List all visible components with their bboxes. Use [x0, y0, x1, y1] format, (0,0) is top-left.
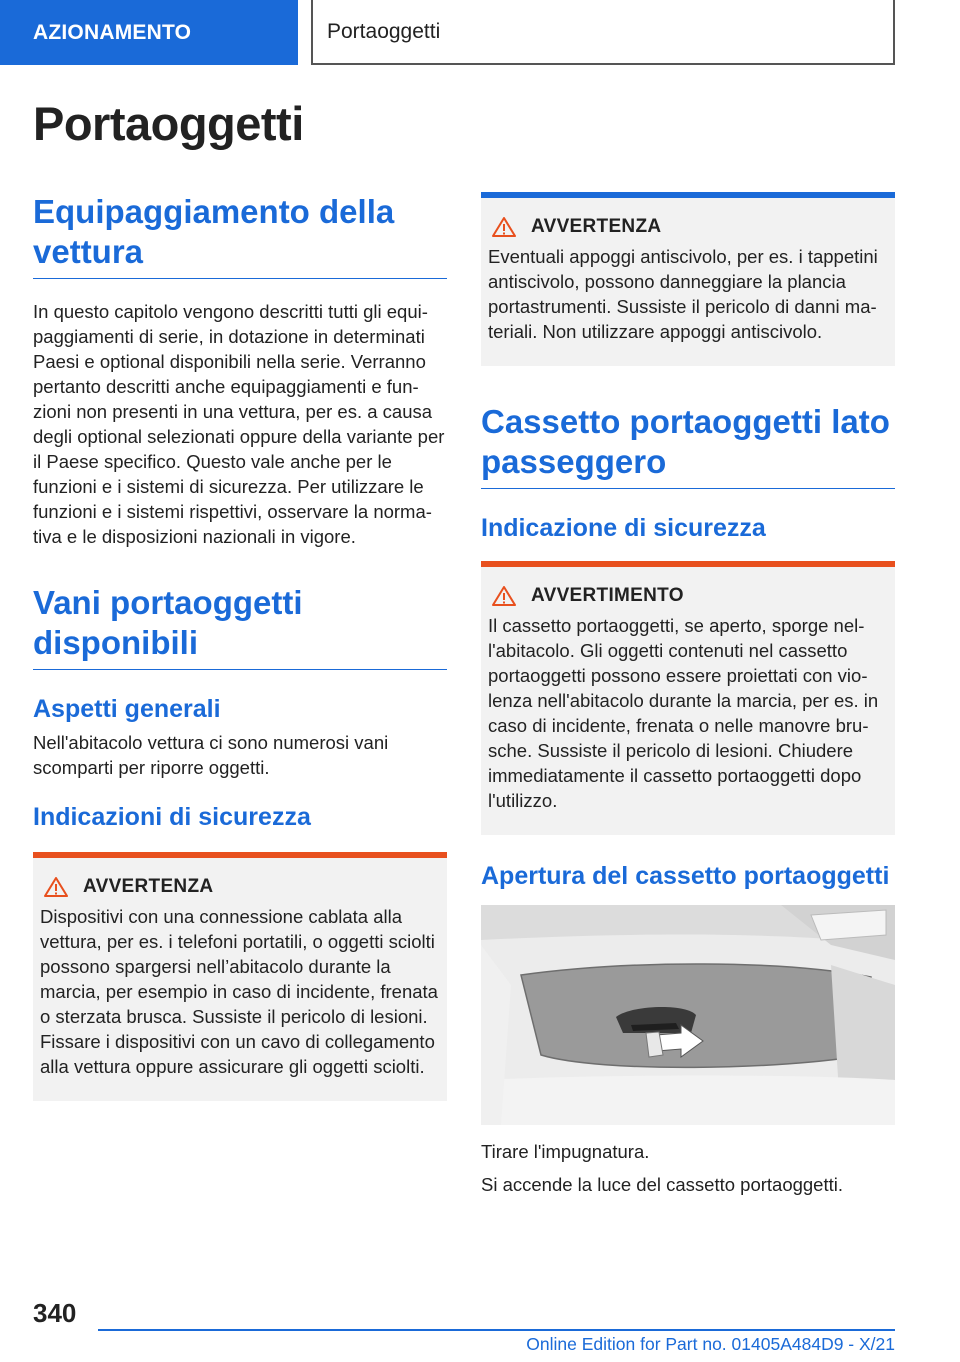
warning-box [33, 852, 447, 1101]
warning-triangle-icon [491, 585, 517, 607]
caution-text: Eventuali appoggi antiscivolo, per es. i tappetini antiscivolo, possono danneggiare la plancia portastrumenti. Sussiste il pericolo di danni materiali. Non utilizzare appoggi antiscivolo. [488, 246, 878, 342]
glovebox-drawing [481, 905, 895, 1125]
general-aspects-heading: Aspetti generali [33, 695, 221, 723]
opening-heading: Apertura del cassetto portaoggetti [481, 862, 890, 890]
edition-link[interactable]: Online Edition for Part no. 01405A484D9 - X/21 [526, 1334, 895, 1354]
safety-notes-heading: Indicazioni di sicurezza [33, 803, 311, 831]
warning-text: Dispositivi con una connessione cablata alla vettura, per es. i telefoni portatili, o oggetti sciolti possono spargersi nell’abitacolo durante la marcia, per esempio in caso di incidente, frenata o sterzata brusca. Sussiste il pericolo di lesioni. Fissare i dispositivi con un cavo di collegamento alla vettura oppure assicurare gli oggetti sciolti. [40, 906, 438, 1077]
safety-note-heading: Indicazione di sicurezza [481, 514, 766, 542]
caution-label: AVVERTENZA [531, 216, 662, 237]
warning-2-label: AVVERTIMENTO [531, 585, 684, 606]
warning-2-text: Il cassetto portaoggetti, se aperto, sporge nell'abitacolo. Gli oggetti contenuti nel cassetto portaoggetti possono essere proiettati con violenza nell'abitacolo durante la marcia, per es. in caso di incidente, frenata o nelle manovre brusche. Sussiste il pericolo di lesioni. Chiudere immediatamente il cassetto portaoggetti dopo l'utilizzo. [488, 615, 879, 811]
right-column [481, 192, 895, 1197]
footer-divider [98, 1329, 895, 1331]
header-section-tab [0, 0, 298, 65]
warning-label: AVVERTENZA [83, 876, 214, 897]
header-chapter-label: Portaoggetti [327, 19, 441, 43]
header-chapter-tab [311, 0, 895, 65]
page-title: Portaoggetti [33, 97, 304, 150]
storage-heading: Vani portaoggetti disponibili [33, 583, 447, 670]
warning-box-2 [481, 561, 895, 835]
header-section-label: AZIONAMENTO [33, 20, 192, 44]
caution-box [481, 192, 895, 366]
caption-light-on: Si accende la luce del cassetto portaoggetti. [481, 1174, 844, 1195]
glovebox-heading: Cassetto portaoggetti lato passeggero [481, 402, 895, 489]
page-number: 340 [33, 1298, 77, 1328]
general-aspects-paragraph: Nell'abitacolo vettura ci sono numerosi vani scomparti per riporre oggetti. [33, 732, 389, 778]
glovebox-illustration [481, 905, 895, 1125]
warning-triangle-icon [43, 876, 69, 898]
equipment-paragraph: In questo capitolo vengono descritti tutti gli equipaggiamenti di serie, in dotazione in determinati Paesi e optional disponibili nella serie. Verranno pertanto descritti anche equipaggiamenti e funzioni non presenti in una vettura, per es. a causa degli optional selezionati oppure della variante per il Paese specifico. Questo vale anche per le funzioni e i sistemi di sicurezza. Per utilizzare le funzioni e i sistemi rispettivi, osservare la normativa e le disposizioni nazionali in vigore. [33, 301, 445, 547]
equipment-heading: Equipaggiamento della vettura [33, 192, 447, 279]
warning-triangle-icon [491, 216, 517, 238]
caption-pull-handle: Tirare l'impugnatura. [481, 1141, 650, 1162]
left-column [33, 192, 447, 1101]
